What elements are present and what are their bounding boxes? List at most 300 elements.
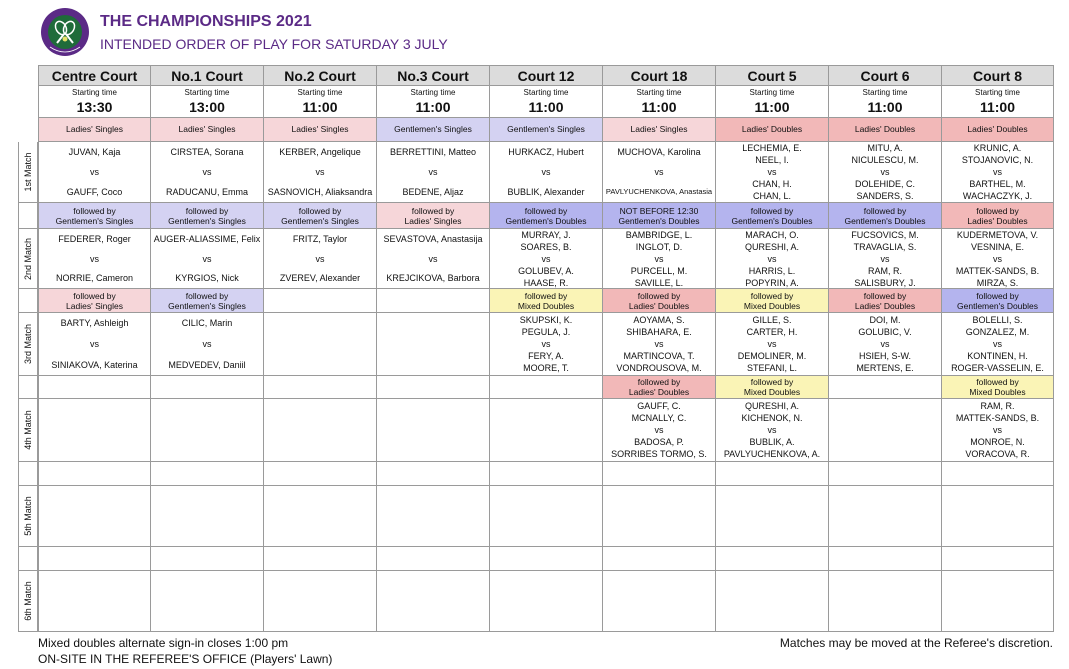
player-name: RAM, R.: [980, 401, 1015, 411]
player-name: BARTHEL, M.: [969, 179, 1026, 189]
player-name: BOLELLI, S.: [972, 315, 1023, 325]
player-name: POPYRIN, A.: [745, 277, 799, 288]
followed-by-label: followed by: [73, 290, 116, 301]
player-name: RADUCANU, Emma: [165, 187, 248, 197]
court-name: No.1 Court: [171, 67, 243, 84]
followed-by-label: followed by: [524, 290, 568, 301]
player-block-a: [741, 400, 802, 424]
player-name: MCNALLY, C.: [631, 413, 687, 423]
match-cell: [38, 313, 151, 376]
match-cell: [942, 313, 1054, 376]
followed-event-label: Gentlemen's Singles: [55, 215, 134, 226]
player-name: NORRIE, Cameron: [55, 273, 134, 283]
followed-event-label: Gentlemen's Doubles: [505, 215, 587, 226]
player-name: MARTINCOVA, T.: [623, 351, 695, 361]
followed-event-label: Ladies' Doubles: [628, 387, 690, 397]
player-name: FRITZ, Taylor: [292, 234, 348, 244]
event-label: [603, 118, 716, 142]
player-block-a: [279, 146, 361, 158]
row-label: [18, 229, 38, 289]
starting-time-cell: [264, 86, 377, 118]
player-name: KUDERMETOVA, V.: [956, 229, 1039, 240]
event-label: [38, 118, 151, 142]
player-name: HAASE, R.: [523, 277, 569, 288]
player-name: KERBER, Angelique: [279, 147, 361, 157]
match-cell: [490, 229, 603, 289]
empty-match-cell: [716, 486, 829, 547]
player-name: WACHACZYK, J.: [962, 191, 1033, 201]
player-name: RAM, R.: [867, 265, 902, 276]
versus-label: vs: [541, 253, 551, 264]
followed-event-label: Gentlemen's Singles: [281, 215, 359, 226]
player-name: MOORE, T.: [523, 363, 569, 373]
versus-label: vs: [654, 167, 664, 177]
court-header: [942, 65, 1054, 86]
player-name: PAVLYUCHENKOVA, A.: [723, 449, 821, 459]
match-cell: [942, 229, 1054, 289]
starting-time: 11:00: [415, 98, 451, 115]
followed-event-label: Ladies' Doubles: [628, 300, 690, 311]
player-block-a: [383, 233, 482, 245]
player-block-a: [520, 314, 573, 338]
event-label: [264, 118, 377, 142]
player-block-b: [175, 272, 239, 284]
versus-label: vs: [654, 425, 664, 435]
followed-by-label: followed by: [637, 377, 681, 387]
versus-label: vs: [541, 339, 551, 349]
followed-by-cell: [38, 203, 151, 229]
empty-match-cell: [377, 313, 490, 376]
row-label-spacer: [18, 289, 38, 313]
row-label: [18, 571, 38, 632]
starting-time-cell: [377, 86, 490, 118]
player-name: BARTY, Ashleigh: [60, 318, 129, 328]
empty-match-cell: [603, 571, 716, 632]
followed-by-cell: [942, 289, 1054, 313]
player-name: MONROE, N.: [970, 437, 1025, 447]
followed-by-cell: [603, 289, 716, 313]
followed-by-label: followed by: [750, 377, 794, 387]
player-name: CHAN, H.: [752, 179, 792, 189]
player-block-a: [154, 233, 261, 245]
match-cell: [603, 313, 716, 376]
followed-by-cell: [264, 203, 377, 229]
player-name: MATTEK-SANDS, B.: [955, 265, 1040, 276]
empty-followed-cell: [38, 462, 151, 486]
player-name: MERTENS, E.: [856, 363, 914, 373]
versus-label: vs: [315, 253, 325, 264]
empty-followed-cell: [829, 376, 942, 399]
versus-label: vs: [90, 339, 99, 349]
versus-label: vs: [428, 253, 438, 264]
followed-event-label: Ladies' Doubles: [967, 215, 1028, 226]
player-name: GAUFF, Coco: [66, 187, 123, 197]
followed-by-cell: [603, 203, 716, 229]
starting-time: 11:00: [867, 98, 903, 115]
court-header: [38, 65, 151, 86]
player-name: FEDERER, Roger: [58, 234, 131, 244]
player-block-b: [386, 272, 479, 284]
followed-by-cell: [942, 376, 1054, 399]
player-name: SASNOVICH, Aliaksandra: [267, 187, 373, 197]
followed-by-label: followed by: [524, 205, 568, 216]
row-label-text: 4th Match: [23, 410, 33, 450]
empty-followed-cell: [264, 376, 377, 399]
followed-event-label: Gentlemen's Singles: [168, 300, 246, 311]
player-block-b: [616, 350, 701, 374]
followed-event-label: Gentlemen's Doubles: [957, 300, 1038, 311]
starting-time: 11:00: [754, 98, 790, 115]
starting-time-cell: [603, 86, 716, 118]
match-cell: [151, 142, 264, 203]
followed-by-label: followed by: [185, 205, 229, 216]
event-label-text: Ladies' Singles: [630, 124, 688, 134]
match-cell: [38, 142, 151, 203]
player-name: BUBLIK, A.: [749, 437, 795, 447]
empty-followed-cell: [716, 462, 829, 486]
player-name: CIRSTEA, Sorana: [170, 147, 244, 157]
player-name: SINIAKOVA, Katerina: [51, 360, 138, 370]
versus-label: vs: [202, 339, 212, 349]
match-cell: [716, 399, 829, 462]
player-name: SANDERS, S.: [856, 191, 914, 201]
versus-label: vs: [993, 167, 1002, 177]
starting-time-cell: [38, 86, 151, 118]
player-name: NICULESCU, M.: [851, 155, 919, 165]
player-name: MIRZA, S.: [976, 277, 1019, 288]
player-name: BUBLIK, Alexander: [507, 187, 585, 197]
player-block-a: [851, 229, 919, 253]
player-name: PURCELL, M.: [630, 265, 688, 276]
event-label: [829, 118, 942, 142]
empty-match-cell: [151, 486, 264, 547]
empty-followed-cell: [38, 376, 151, 399]
court-name: Court 18: [630, 67, 688, 84]
player-name: SAVILLE, L.: [634, 277, 684, 288]
empty-followed-cell: [151, 547, 264, 571]
player-block-b: [854, 265, 915, 289]
player-name: KREJCIKOVA, Barbora: [386, 273, 480, 283]
versus-label: vs: [993, 253, 1002, 264]
player-name: HURKACZ, Hubert: [508, 147, 584, 157]
player-block-a: [626, 229, 693, 253]
empty-match-cell: [829, 399, 942, 462]
event-label-text: Ladies' Singles: [291, 124, 349, 134]
empty-followed-cell: [38, 547, 151, 571]
starting-time: 13:00: [189, 98, 225, 115]
page-title: THE CHAMPIONSHIPS 2021: [100, 13, 312, 30]
player-name: GOLUBEV, A.: [518, 265, 574, 276]
versus-label: vs: [202, 253, 212, 264]
event-label-text: Ladies' Doubles: [967, 124, 1028, 134]
player-name: PEGULA, J.: [521, 327, 571, 337]
player-name: BERRETTINI, Matteo: [389, 147, 477, 157]
player-name: GAUFF, C.: [637, 401, 681, 411]
followed-by-label: followed by: [750, 205, 794, 216]
empty-match-cell: [264, 486, 377, 547]
empty-match-cell: [377, 571, 490, 632]
match-cell: [490, 142, 603, 203]
player-block-b: [56, 272, 133, 284]
empty-match-cell: [38, 399, 151, 462]
court-name: Court 12: [517, 67, 575, 84]
starting-time-label: Starting time: [862, 87, 908, 97]
player-name: HSIEH, S-W.: [858, 351, 911, 361]
row-label-spacer: [18, 203, 38, 229]
player-block-b: [51, 359, 137, 371]
followed-by-label: followed by: [637, 290, 681, 301]
player-block-b: [631, 265, 688, 289]
followed-by-cell: [716, 376, 829, 399]
starting-time: 11:00: [979, 98, 1016, 115]
player-name: BAMBRIDGE, L.: [625, 229, 693, 240]
player-name: SEVASTOVA, Anastasija: [383, 234, 483, 244]
empty-followed-cell: [151, 462, 264, 486]
followed-event-label: Gentlemen's Doubles: [844, 215, 926, 226]
followed-by-cell: [829, 289, 942, 313]
starting-time-cell: [829, 86, 942, 118]
player-name: ROGER-VASSELIN, E.: [951, 363, 1044, 373]
player-block-a: [966, 314, 1030, 338]
player-block-a: [170, 146, 243, 158]
starting-time-label: Starting time: [297, 87, 343, 97]
player-name: AUGER-ALIASSIME, Felix: [153, 234, 261, 244]
player-block-a: [858, 314, 911, 338]
player-name: INGLOT, D.: [635, 241, 683, 252]
starting-time-cell: [490, 86, 603, 118]
player-name: DOLEHIDE, C.: [854, 179, 915, 189]
match-cell: [942, 399, 1054, 462]
court-header: [151, 65, 264, 86]
empty-match-cell: [490, 486, 603, 547]
followed-event-label: Ladies' Singles: [404, 215, 462, 226]
versus-label: vs: [428, 167, 438, 177]
empty-match-cell: [829, 571, 942, 632]
row-label: [18, 486, 38, 547]
not-before-label: NOT BEFORE 12:30: [619, 205, 699, 216]
followed-by-cell: [603, 376, 716, 399]
followed-by-label: followed by: [411, 205, 455, 216]
match-cell: [829, 313, 942, 376]
player-block-b: [507, 186, 584, 198]
player-block-b: [523, 350, 569, 374]
followed-by-label: followed by: [863, 205, 907, 216]
player-name: FUCSOVICS, M.: [851, 229, 919, 240]
match-cell: [151, 229, 264, 289]
event-label-text: Ladies' Doubles: [854, 124, 916, 134]
player-name: FERY, A.: [528, 351, 564, 361]
followed-by-label: followed by: [976, 205, 1019, 216]
empty-followed-cell: [377, 376, 490, 399]
match-cell: [264, 229, 377, 289]
player-name: VORACOVA, R.: [965, 449, 1030, 459]
player-block-b: [67, 186, 123, 198]
player-name: GONZALEZ, M.: [965, 327, 1030, 337]
row-label: [18, 313, 38, 376]
followed-by-cell: [377, 203, 490, 229]
player-block-b: [752, 178, 792, 202]
versus-label: vs: [880, 339, 890, 349]
player-block-b: [738, 350, 807, 374]
court-header: [603, 65, 716, 86]
player-block-b: [856, 350, 913, 374]
page-header: [0, 0, 1069, 62]
player-block-b: [280, 272, 360, 284]
player-name: CHAN, L.: [752, 191, 791, 201]
followed-event-label: Ladies' Doubles: [854, 300, 916, 311]
match-cell: [829, 142, 942, 203]
player-block-a: [69, 146, 121, 158]
player-block-b: [724, 436, 820, 460]
empty-match-cell: [942, 571, 1054, 632]
followed-by-cell: [38, 289, 151, 313]
player-block-a: [632, 400, 687, 424]
player-name: CARTER, H.: [746, 327, 798, 337]
footer-mixed-doubles-note: Mixed doubles alternate sign-in closes 1:00 pm: [38, 636, 289, 650]
event-label-text: Ladies' Singles: [66, 124, 123, 134]
starting-time-cell: [716, 86, 829, 118]
player-name: BADOSA, P.: [634, 437, 684, 447]
player-name: KYRGIOS, Nick: [175, 273, 239, 283]
player-block-a: [520, 229, 571, 253]
starting-time: 11:00: [641, 98, 677, 115]
versus-label: vs: [767, 167, 777, 177]
row-label-text: 1st Match: [23, 152, 33, 192]
player-block-a: [742, 142, 802, 166]
empty-match-cell: [377, 486, 490, 547]
starting-time: 11:00: [528, 98, 564, 115]
event-label: [490, 118, 603, 142]
followed-by-label: followed by: [976, 290, 1019, 301]
player-name: SALISBURY, J.: [854, 277, 916, 288]
event-label-text: Ladies' Doubles: [741, 124, 803, 134]
court-header: [264, 65, 377, 86]
event-label: [151, 118, 264, 142]
player-block-b: [956, 265, 1039, 289]
versus-label: vs: [654, 253, 664, 264]
player-name: SHIBAHARA, E.: [626, 327, 692, 337]
empty-followed-cell: [490, 376, 603, 399]
followed-event-label: Mixed Doubles: [743, 387, 801, 397]
player-block-a: [390, 146, 476, 158]
player-name: KICHENOK, N.: [741, 413, 803, 423]
court-name: Court 6: [860, 67, 910, 84]
empty-match-cell: [603, 486, 716, 547]
player-block-a: [508, 146, 584, 158]
player-block-b: [402, 186, 463, 198]
row-label-text: 5th Match: [23, 496, 33, 536]
player-name: PAVLYUCHENKOVA, Anastasia: [605, 187, 713, 196]
player-block-b: [951, 350, 1044, 374]
player-block-b: [965, 436, 1029, 460]
empty-match-cell: [151, 571, 264, 632]
row-label-spacer: [18, 376, 38, 399]
starting-time-label: Starting time: [184, 87, 230, 97]
player-name: VONDROUSOVA, M.: [616, 363, 702, 373]
empty-followed-cell: [829, 547, 942, 571]
followed-by-label: followed by: [863, 290, 907, 301]
versus-label: vs: [993, 339, 1002, 349]
row-label: [18, 399, 38, 462]
starting-time-label: Starting time: [72, 87, 117, 97]
player-block-a: [747, 314, 798, 338]
empty-match-cell: [490, 571, 603, 632]
followed-event-label: Mixed Doubles: [743, 300, 801, 311]
player-block-b: [611, 436, 707, 460]
match-cell: [716, 313, 829, 376]
empty-followed-cell: [829, 462, 942, 486]
player-block-a: [851, 142, 918, 166]
player-name: TRAVAGLIA, S.: [853, 241, 917, 252]
event-label-text: Ladies' Singles: [178, 124, 236, 134]
empty-followed-cell: [490, 547, 603, 571]
empty-match-cell: [377, 399, 490, 462]
player-block-a: [61, 317, 129, 329]
court-name: No.3 Court: [397, 67, 469, 84]
starting-time-cell: [151, 86, 264, 118]
player-name: AOYAMA, S.: [633, 315, 685, 325]
player-name: LECHEMIA, E.: [742, 143, 802, 153]
empty-followed-cell: [264, 289, 377, 313]
followed-by-cell: [151, 203, 264, 229]
player-name: SORRIBES TORMO, S.: [611, 449, 707, 459]
player-name: QURESHI, A.: [744, 241, 799, 252]
empty-match-cell: [264, 571, 377, 632]
followed-event-label: Mixed Doubles: [517, 300, 575, 311]
player-name: SOARES, B.: [520, 241, 572, 252]
event-label: [377, 118, 490, 142]
followed-event-label: Gentlemen's Singles: [168, 215, 246, 226]
player-name: CILIC, Marin: [181, 318, 233, 328]
player-block-a: [58, 233, 131, 245]
player-block-a: [617, 146, 700, 158]
player-block-a: [957, 229, 1038, 253]
wimbledon-logo-icon: [40, 7, 90, 57]
player-block-b: [745, 265, 799, 289]
empty-match-cell: [942, 486, 1054, 547]
player-block-a: [182, 317, 233, 329]
empty-followed-cell: [603, 547, 716, 571]
starting-time-label: Starting time: [523, 87, 569, 97]
event-label: [942, 118, 1054, 142]
player-block-b: [518, 265, 574, 289]
match-cell: [38, 229, 151, 289]
event-label-text: Gentlemen's Singles: [507, 124, 585, 134]
player-block-b: [963, 178, 1032, 202]
empty-followed-cell: [151, 376, 264, 399]
player-name: KRUNIC, A.: [973, 143, 1022, 153]
player-name: HARRIS, L.: [748, 265, 796, 276]
starting-time-label: Starting time: [975, 87, 1020, 97]
match-cell: [603, 142, 716, 203]
match-cell: [716, 142, 829, 203]
empty-followed-cell: [377, 289, 490, 313]
match-cell: [151, 313, 264, 376]
row-label: [18, 142, 38, 203]
starting-time-cell: [942, 86, 1054, 118]
versus-label: vs: [90, 253, 99, 264]
player-block-a: [293, 233, 347, 245]
row-label-text: 2nd Match: [23, 237, 33, 280]
player-name: MEDVEDEV, Daniil: [168, 360, 246, 370]
match-cell: [716, 229, 829, 289]
court-header: [377, 65, 490, 86]
starting-time-label: Starting time: [636, 87, 682, 97]
player-name: MITU, A.: [867, 143, 903, 153]
match-cell: [490, 313, 603, 376]
followed-event-label: Gentlemen's Doubles: [731, 215, 813, 226]
page-subtitle: INTENDED ORDER OF PLAY FOR SATURDAY 3 JULY: [100, 36, 448, 52]
